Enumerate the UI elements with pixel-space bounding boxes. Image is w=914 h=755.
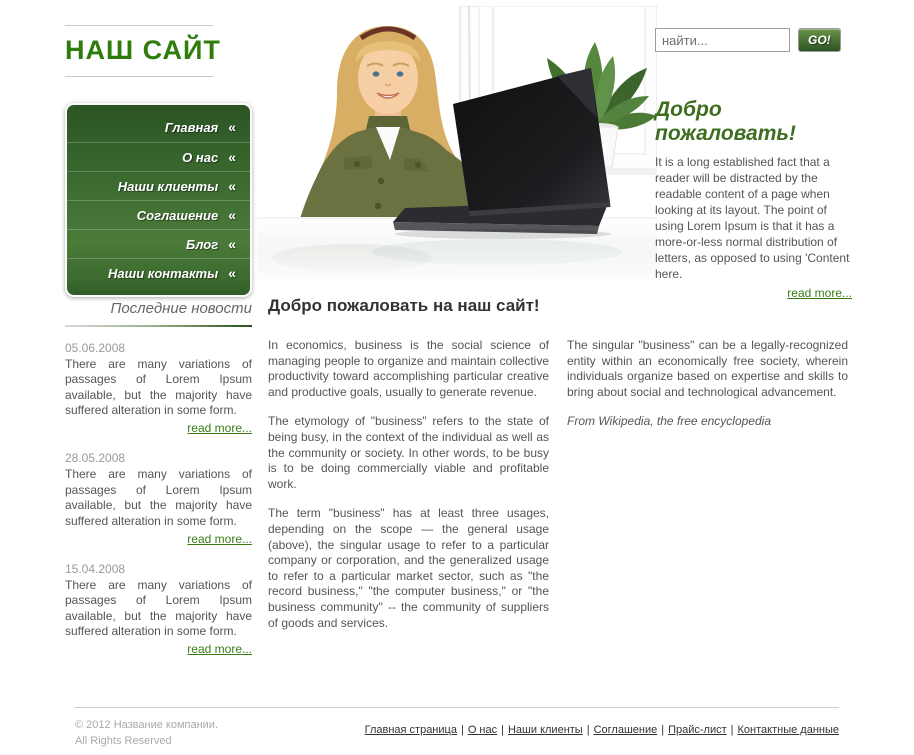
footer-link-home[interactable]: Главная страница bbox=[364, 724, 457, 736]
news-read-more-link[interactable]: read more... bbox=[187, 421, 252, 436]
footer-link-agreement[interactable]: Соглашение bbox=[593, 724, 658, 736]
nav-item-blog[interactable] bbox=[67, 229, 250, 258]
news-item bbox=[65, 562, 252, 656]
page-title: Добро пожаловать на наш сайт! bbox=[268, 296, 540, 315]
news-read-more-link[interactable]: read more... bbox=[187, 531, 252, 546]
search-go-button[interactable]: GO! bbox=[798, 28, 841, 52]
news-date: 15.04.2008 bbox=[65, 561, 126, 576]
nav-item-home[interactable] bbox=[67, 113, 250, 142]
search-bar bbox=[655, 28, 852, 52]
footer-links bbox=[365, 718, 839, 736]
copyright bbox=[75, 718, 218, 750]
footer-link-about[interactable]: О нас bbox=[467, 724, 498, 736]
news-read-more-link[interactable]: read more... bbox=[187, 642, 252, 657]
news-date: 28.05.2008 bbox=[65, 451, 126, 466]
hero-photo bbox=[257, 6, 657, 284]
footer-separator: | bbox=[730, 724, 734, 736]
welcome-title: Добро пожаловать! bbox=[655, 98, 796, 145]
chevron-left-double-icon: « bbox=[228, 149, 236, 165]
news-title: Последние новости bbox=[110, 300, 252, 317]
content-column-1 bbox=[268, 338, 549, 645]
footer-separator: | bbox=[460, 724, 464, 736]
footer bbox=[75, 707, 839, 750]
paragraph: The etymology of "business" refers to the state of being busy, in the context of the individual as well as the community or society. In other words, to be busy is to be doing commercially viable and profitable work. bbox=[268, 414, 549, 491]
footer-separator: | bbox=[586, 724, 590, 736]
nav-item-label: Блог bbox=[186, 237, 219, 252]
site-logo bbox=[65, 25, 221, 77]
footer-link-contacts[interactable]: Контактные данные bbox=[737, 724, 839, 736]
nav-item-label: Наши контакты bbox=[108, 266, 219, 281]
copyright-line1: © 2012 Название компании. bbox=[75, 719, 219, 731]
news-divider bbox=[65, 325, 252, 327]
welcome-block bbox=[655, 98, 852, 300]
news-text: There are many variations of passages of Lorem Ipsum available, but the majority have suffered alteration in some form. bbox=[65, 357, 252, 418]
chevron-left-double-icon: « bbox=[228, 265, 236, 281]
chevron-left-double-icon: « bbox=[228, 236, 236, 252]
nav-item-clients[interactable] bbox=[67, 171, 250, 200]
right-column bbox=[655, 28, 852, 300]
nav-item-label: Главная bbox=[164, 120, 219, 135]
content-column-2 bbox=[567, 338, 848, 645]
nav-item-label: О нас bbox=[182, 150, 219, 165]
welcome-text: It is a long established fact that a reader will be distracted by the readable content of a page when looking at its layout. The point of using Lorem Ipsum is that it has a more-or-less normal distribution of letters, as opposed to using 'Content here. bbox=[655, 155, 850, 281]
nav-item-agreement[interactable] bbox=[67, 200, 250, 229]
search-input[interactable] bbox=[655, 28, 790, 52]
source-attribution: From Wikipedia, the free encyclopedia bbox=[567, 414, 771, 429]
footer-separator: | bbox=[501, 724, 504, 736]
news-date: 05.06.2008 bbox=[65, 341, 126, 355]
latest-news bbox=[65, 300, 252, 672]
nav-item-label: Наши клиенты bbox=[117, 179, 219, 194]
hero-photo-woman-laptop bbox=[257, 6, 657, 284]
copyright-line2: All Rights Reserved bbox=[75, 734, 172, 747]
paragraph: The term "business" has at least three usages, depending on the scope — the general usage (above), the singular usage to refer to a particular company or corporation, and the generalized usage to refer to a particular market sector, such as "the record business," "the computer business," or "the business community" -- the community of suppliers of goods and services. bbox=[268, 506, 549, 630]
welcome-read-more-link[interactable]: read more... bbox=[787, 285, 852, 300]
chevron-left-double-icon: « bbox=[228, 178, 236, 194]
main-nav bbox=[65, 103, 252, 297]
news-text: There are many variations of passages of Lorem Ipsum available, but the majority have suffered alteration in some form. bbox=[65, 467, 252, 528]
news-item bbox=[65, 451, 252, 545]
main-content bbox=[268, 296, 848, 645]
chevron-left-double-icon: « bbox=[228, 207, 236, 223]
news-item bbox=[65, 341, 252, 435]
nav-item-contacts[interactable] bbox=[67, 258, 250, 287]
nav-item-label: Соглашение bbox=[136, 208, 219, 223]
footer-link-clients[interactable]: Наши клиенты bbox=[507, 724, 583, 736]
footer-separator: | bbox=[661, 724, 665, 736]
footer-link-pricelist[interactable]: Прайс-лист bbox=[668, 724, 727, 736]
paragraph: The singular "business" can be a legally-recognized entity within an economically free society, wherein individuals organize based on expertise and skills to bring about social and technological advancement. bbox=[567, 338, 848, 399]
paragraph: In economics, business is the social science of managing people to organize and maintain collective productivity toward accomplishing particular creative and productive goals, usually to generate revenue. bbox=[268, 338, 549, 399]
site-title: НАШ САЙТ bbox=[65, 35, 221, 65]
news-text: There are many variations of passages of Lorem Ipsum available, but the majority have suffered alteration in some form. bbox=[65, 577, 252, 638]
nav-item-about[interactable] bbox=[67, 142, 250, 171]
chevron-left-double-icon: « bbox=[228, 119, 236, 135]
